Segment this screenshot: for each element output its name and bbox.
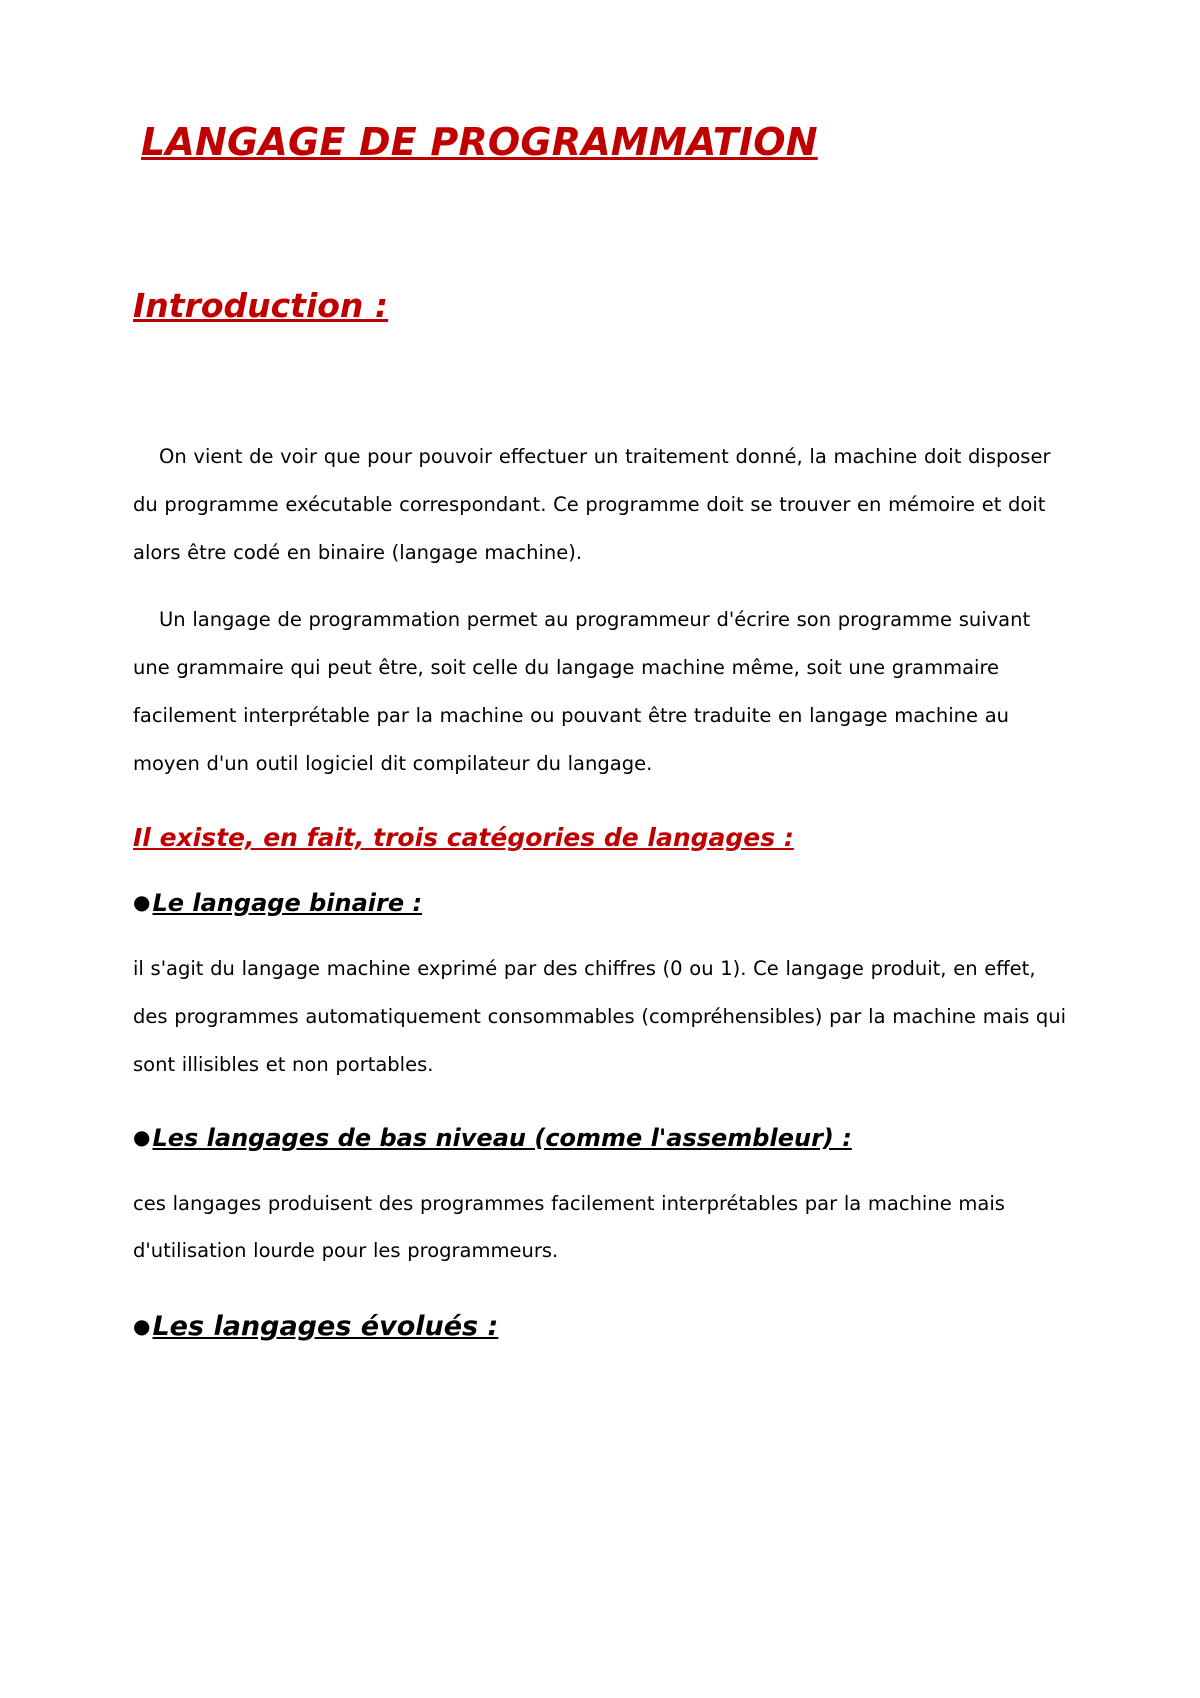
bullet-icon: ● [133,1314,151,1339]
paragraph-binaire: il s'agit du langage machine exprimé par des chiffres (0 ou 1). Ce langage produit, en effet, des programmes automatiquement consommables (compréhensibles) par la machine mais qui sont illisibles et non portables. [133,957,1067,1076]
bullet-heading-label: Le langage binaire : [152,889,423,918]
bullet-heading-evolues [133,1309,1070,1344]
paragraph-1: On vient de voir que pour pouvoir effectuer un traitement donné, la machine doit disposer du programme exécutable correspondant. Ce programme doit se trouver en mémoire et doit alors être codé en binaire (langage machine). [133,445,1051,564]
bullet-icon: ● [133,1124,151,1149]
bullet-heading-binaire [133,888,1070,919]
page-title: LANGAGE DE PROGRAMMATION [141,120,818,164]
bullet-icon: ● [133,890,151,915]
section-heading-categories: Il existe, en fait, trois catégories de langages : [133,822,794,852]
section-heading-introduction: Introduction : [133,285,389,325]
paragraph-2: Un langage de programmation permet au programmeur d'écrire son programme suivant une grammaire qui peut être, soit celle du langage machine même, soit une grammaire facilement interprétable par la machine ou pouvant être traduite en langage machine au moyen d'un outil logiciel dit compilateur du langage. [133,608,1031,775]
paragraph-bas-niveau: ces langages produisent des programmes facilement interprétables par la machine mais d'utilisation lourde pour les programmeurs. [133,1191,1005,1263]
bullet-heading-label: Les langages de bas niveau (comme l'assembleur) : [152,1123,852,1152]
bullet-heading-label: Les langages évolués : [152,1311,499,1343]
bullet-heading-bas-niveau [133,1123,1070,1154]
